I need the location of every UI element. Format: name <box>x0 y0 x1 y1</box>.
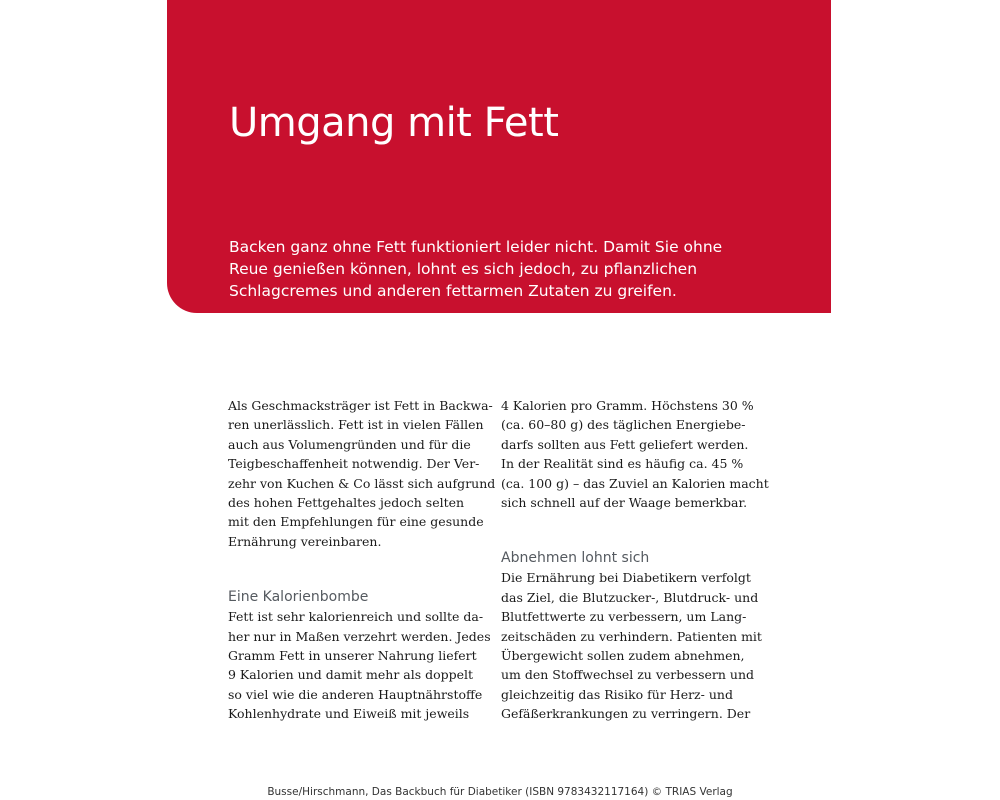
text-line: zehr von Kuchen & Co lässt sich aufgrund <box>228 475 496 491</box>
text-line: Gramm Fett in unserer Nahrung liefert <box>228 648 477 664</box>
text-line: darfs sollten aus Fett geliefert werden. <box>501 436 749 452</box>
right-column <box>501 396 769 724</box>
text-line: auch aus Volumengründen und für die <box>228 436 471 452</box>
text-line: so viel wie die anderen Hauptnährstoffe <box>228 686 483 702</box>
text-line: Teigbeschaffenheit notwendig. Der Ver- <box>228 456 480 472</box>
abnehmen-paragraph <box>501 568 763 723</box>
text-line: sich schnell auf der Waage bemerkbar. <box>501 495 748 511</box>
copyright-footer: Busse/Hirschmann, Das Backbuch für Diabetiker (ISBN 9783432117164) © TRIAS Verlag <box>267 786 733 798</box>
text-line: Übergewicht sollen zudem abnehmen, <box>501 648 745 664</box>
text-line: (ca. 60–80 g) des täglichen Energiebe- <box>501 417 746 433</box>
lead-line: Backen ganz ohne Fett funktioniert leider nicht. Damit Sie ohne <box>229 238 723 256</box>
text-line: ren unerlässlich. Fett ist in vielen Fällen <box>228 417 484 433</box>
section-heading-abnehmen: Abnehmen lohnt sich <box>501 550 650 567</box>
text-line: Blutfettwerte zu verbessern, um Lang- <box>501 609 747 625</box>
text-line: das Ziel, die Blutzucker-, Blutdruck- und <box>501 589 759 605</box>
text-line: um den Stoffwechsel zu verbessern und <box>501 667 754 683</box>
text-line: Gefäßerkrankungen zu verringern. Der <box>501 706 751 722</box>
text-line: (ca. 100 g) – das Zuviel an Kalorien macht <box>501 475 769 491</box>
kalorienbombe-paragraph <box>228 607 490 723</box>
text-line: Die Ernährung bei Diabetikern verfolgt <box>501 570 751 586</box>
text-line: In der Realität sind es häufig ca. 45 % <box>501 456 744 472</box>
section-heading-kalorienbombe: Eine Kalorienbombe <box>228 589 369 606</box>
text-line: Kohlenhydrate und Eiweiß mit jeweils <box>228 706 470 722</box>
text-line: gleichzeitig das Risiko für Herz- und <box>501 686 733 702</box>
text-line: 9 Kalorien und damit mehr als doppelt <box>228 667 474 683</box>
text-line: her nur in Maßen verzehrt werden. Jedes <box>228 628 491 644</box>
text-line: mit den Empfehlungen für eine gesunde <box>228 514 484 530</box>
lead-line: Schlagcremes und anderen fettarmen Zutaten zu greifen. <box>229 282 677 300</box>
continued-paragraph <box>501 396 769 512</box>
page-title: Umgang mit Fett <box>229 100 559 146</box>
lead-line: Reue genießen können, lohnt es sich jedoch, zu pflanzlichen <box>229 260 698 278</box>
title-banner <box>167 0 831 313</box>
text-line: Ernährung vereinbaren. <box>228 533 382 549</box>
text-line: Fett ist sehr kalorienreich und sollte da- <box>228 609 484 625</box>
intro-paragraph <box>228 396 496 551</box>
left-column <box>228 396 496 724</box>
text-line: 4 Kalorien pro Gramm. Höchstens 30 % <box>501 398 754 413</box>
text-line: zeitschäden zu verhindern. Patienten mit <box>501 628 762 644</box>
text-line: des hohen Fettgehaltes jedoch selten <box>228 495 465 511</box>
text-line: Als Geschmacksträger ist Fett in Backwa- <box>228 398 493 413</box>
lead-paragraph <box>229 236 819 302</box>
